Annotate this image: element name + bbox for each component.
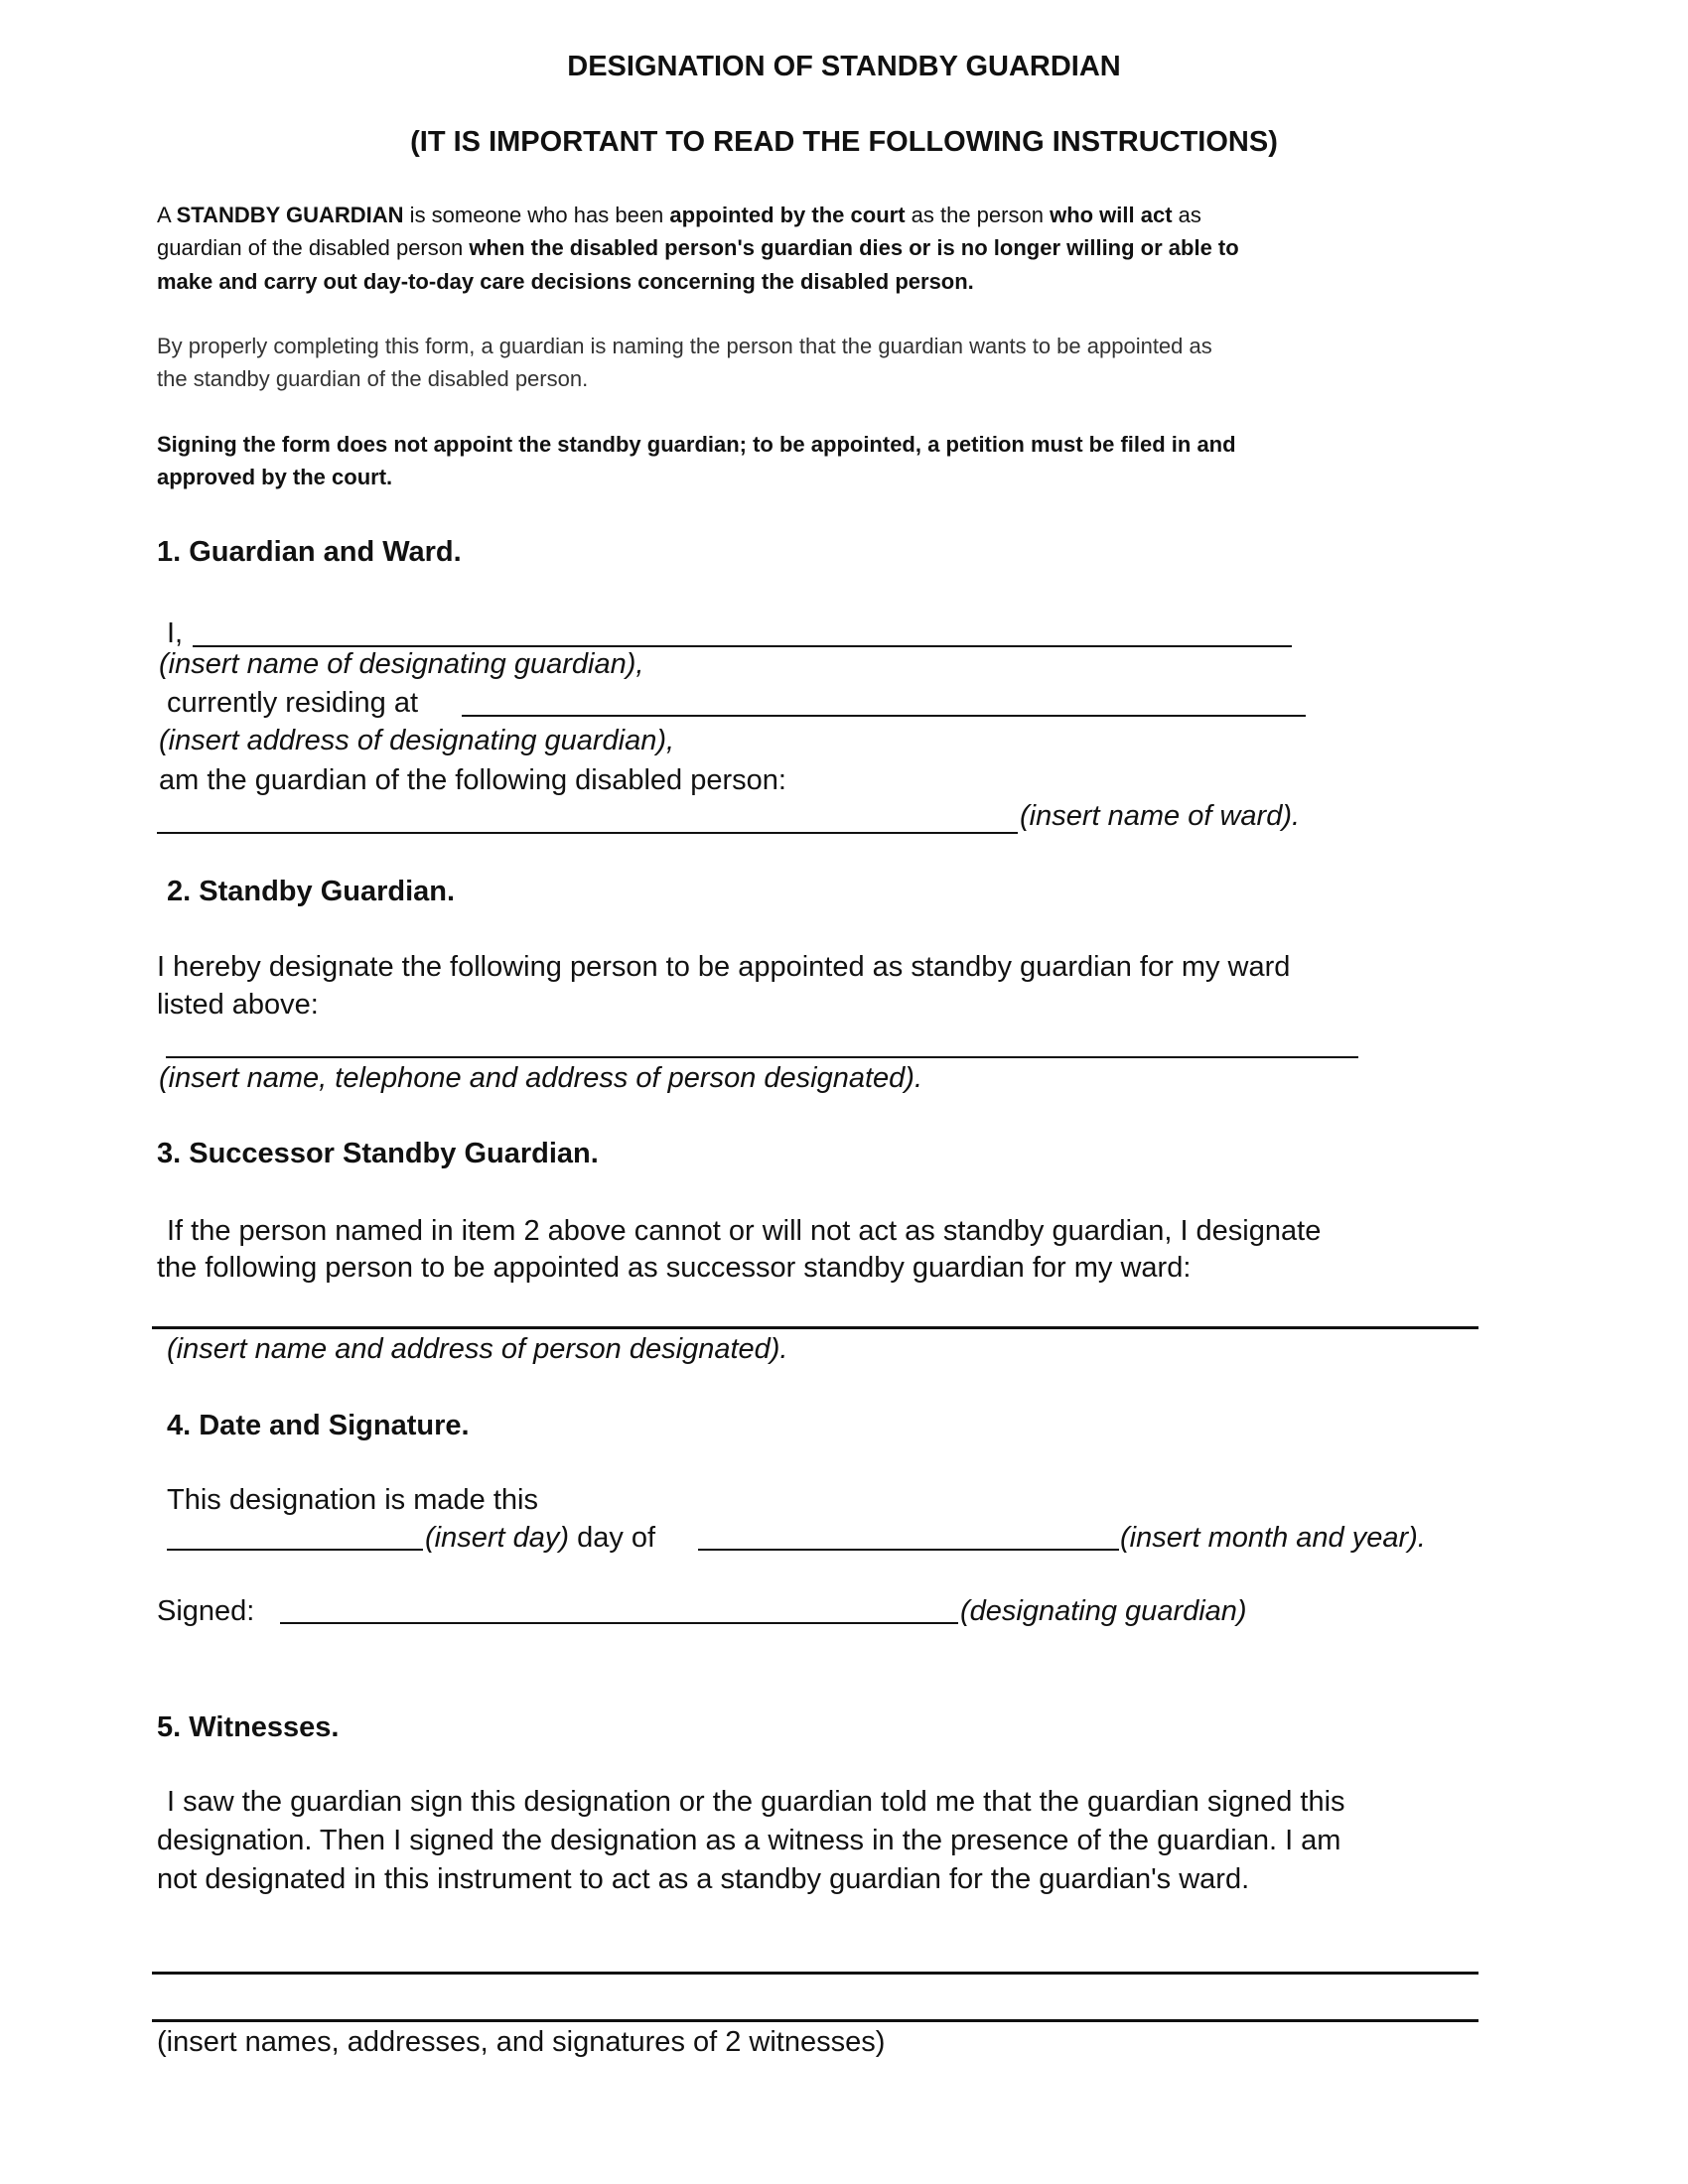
text: I hereby designate the following person to be appointed as standby guardian for my ward <box>157 951 1291 983</box>
successor-guardian-field[interactable] <box>152 1326 1478 1329</box>
text: If the person named in item 2 above cannot or will not act as standby guardian, I designate <box>167 1215 1322 1247</box>
document-subtitle: (IT IS IMPORTANT TO READ THE FOLLOWING INSTRUCTIONS) <box>410 126 1278 158</box>
text: designation. Then I signed the designation as a witness in the presence of the guardian. I am <box>157 1825 1341 1856</box>
hint: (insert names, addresses, and signatures of 2 witnesses) <box>157 2026 886 2058</box>
ward-name-field[interactable] <box>157 832 1018 834</box>
day-field[interactable] <box>167 1549 423 1551</box>
guardian-name-field[interactable] <box>193 645 1292 647</box>
intro-line: By properly completing this form, a guardian is naming the person that the guardian wants to be appointed as <box>157 334 1212 358</box>
intro-line: A STANDBY GUARDIAN is someone who has been appointed by the court as the person who will act as <box>157 203 1201 227</box>
standby-guardian-field[interactable] <box>166 1056 1358 1058</box>
document-title: DESIGNATION OF STANDBY GUARDIAN <box>567 51 1121 82</box>
section-heading: 5. Witnesses. <box>157 1711 340 1743</box>
intro-line: Signing the form does not appoint the standby guardian; to be appointed, a petition must be filed in and <box>157 432 1236 457</box>
witness-field-1[interactable] <box>152 1972 1478 1975</box>
hint: (insert name, telephone and address of person designated). <box>159 1062 922 1094</box>
hint: (insert name of ward). <box>1020 800 1301 832</box>
intro-line: the standby guardian of the disabled person. <box>157 366 589 391</box>
text: I saw the guardian sign this designation or the guardian told me that the guardian signed this <box>167 1786 1345 1818</box>
intro-line: guardian of the disabled person when the disabled person's guardian dies or is no longer willing or able to <box>157 235 1239 260</box>
signature-field[interactable] <box>280 1622 958 1624</box>
guardian-address-field[interactable] <box>462 715 1306 717</box>
witness-field-2[interactable] <box>152 2019 1478 2022</box>
hint: (insert name and address of person designated). <box>167 1333 788 1365</box>
text: This designation is made this <box>167 1484 538 1516</box>
text: listed above: <box>157 989 319 1021</box>
text: (insert day) day of <box>425 1522 656 1554</box>
intro-line: make and carry out day-to-day care decisions concerning the disabled person. <box>157 269 974 294</box>
text: currently residing at <box>167 687 419 719</box>
section-heading: 4. Date and Signature. <box>167 1410 470 1441</box>
hint: (insert month and year). <box>1120 1522 1426 1554</box>
section-heading: 3. Successor Standby Guardian. <box>157 1138 599 1169</box>
intro-line: approved by the court. <box>157 465 393 489</box>
section-heading: 1. Guardian and Ward. <box>157 536 462 568</box>
text: am the guardian of the following disabled person: <box>159 764 786 796</box>
section-heading: 2. Standby Guardian. <box>167 876 456 907</box>
hint: (insert name of designating guardian), <box>159 648 644 680</box>
text: Signed: <box>157 1595 255 1627</box>
text: not designated in this instrument to act as a standby guardian for the guardian's ward. <box>157 1863 1250 1895</box>
hint: (designating guardian) <box>960 1595 1247 1627</box>
text: I, <box>167 617 184 649</box>
hint: (insert address of designating guardian), <box>159 725 675 756</box>
text: the following person to be appointed as successor standby guardian for my ward: <box>157 1252 1192 1284</box>
month-year-field[interactable] <box>698 1549 1119 1551</box>
